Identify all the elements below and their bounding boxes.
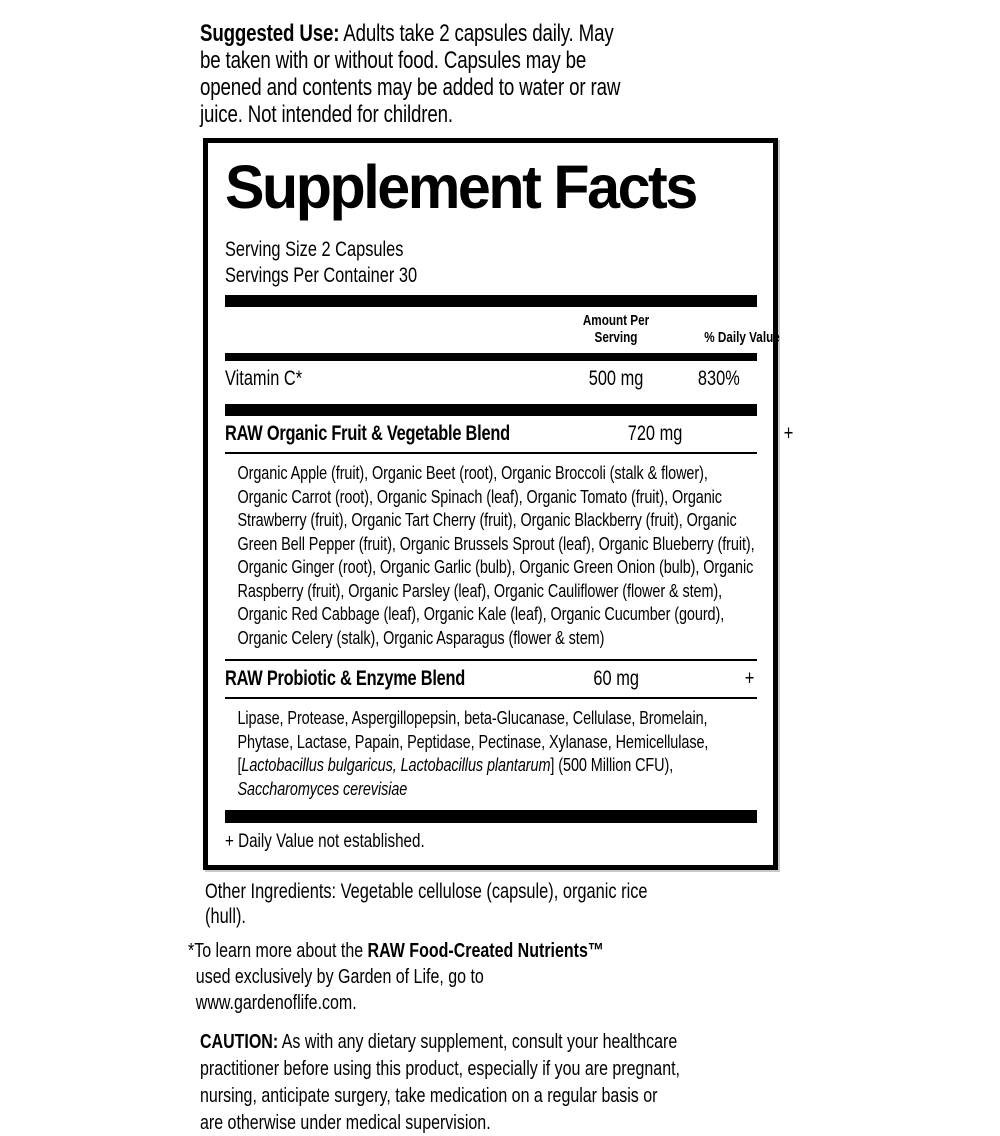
enzyme-list-cont: ] (500 Million CFU), [550,754,674,775]
blend-row-fruit-vegetable [225,416,794,454]
caution-statement [200,1028,684,1136]
serving-size: Serving Size 2 Capsules [225,238,404,261]
daily-value-footnote: + Daily Value not established. [225,830,425,852]
caution-text: As with any dietary supplement, consult your healthcare practitioner before using this product, especially if you are pregnant, nursing, anticipate surgery, take medication on a regular basis or are otherwise under medical supervision. [200,1030,680,1134]
panel-title: Supplement Facts [225,153,696,221]
fruit-vegetable-blend-daily-value: + [783,422,794,445]
divider-bar-bottom [225,810,757,823]
species-italic-2: Saccharomyces cerevisiae [237,777,408,799]
probiotic-enzyme-blend-amount: 60 mg [593,667,639,690]
supplement-facts-panel [203,138,794,870]
fruit-vegetable-blend-name: RAW Organic Fruit & Vegetable Blend [225,422,510,445]
other-ingredients: Other Ingredients: Vegetable cellulose (capsule), organic rice (hull). [205,880,648,928]
vitamin-c-daily-value: 830% [698,367,740,390]
fruit-vegetable-blend-amount: 720 mg [627,422,683,445]
amount-per-serving-header: Amount Per Serving [582,312,650,346]
caution-label: CAUTION: [200,1030,279,1053]
blend-row-probiotic-enzyme [225,661,757,699]
column-header-row [225,307,780,353]
servings-per-container: Servings Per Container 30 [225,264,418,287]
suggested-use-label: Suggested Use: [200,20,340,47]
probiotic-enzyme-blend-name: RAW Probiotic & Enzyme Blend [225,667,466,690]
probiotic-enzyme-blend-daily-value: + [744,667,754,690]
suggested-use [200,20,638,128]
divider-bar-header [225,353,757,361]
divider-bar-top [225,295,757,307]
probiotic-enzyme-blend-ingredients [225,699,757,810]
percent-daily-value-header: % Daily Value [704,329,780,346]
vitamin-c-amount: 500 mg [588,367,644,390]
fruit-vegetable-blend-ingredients: Organic Apple (fruit), Organic Beet (root), Organic Broccoli (stalk & flower), Organic Carrot (root), Organic Spinach (leaf), Organic Tomato (fruit), Organic Strawberry (fruit), Organic Tart Cherry (fruit), Organic Blackberry (fruit), Organic Green Bell Pepper (fruit), Organic Brussels Sprout (leaf), Organic Blueberry (fruit), Organic Ginger (root), Organic Garlic (bulb), Organic Green Onion (bulb), Organic Raspberry (fruit), Organic Parsley (leaf), Organic Cauliflower (flower & stem), Organic Red Cabbage (leaf), Organic Kale (leaf), Organic Cucumber (gourd), Organic Celery (stalk), Organic Asparagus (flower & stem) [237,462,755,648]
suggested-use-text: Adults take 2 capsules daily. May be taken with or without food. Capsules may be opened and contents may be added to water or raw juice. Not intended for children. [200,20,621,128]
divider-bar-mid [225,404,757,416]
vitamin-c-name: Vitamin C* [225,367,303,390]
enzyme-list: Lipase, Protease, Aspergillopepsin, beta-Glucanase, Cellulase, Bromelain, Phytase, Lactase, Papain, Peptidase, Pectinase, Xylanase, Hemicellulase, [ [237,707,709,775]
brand-name: RAW Food-Created Nutrients™ [367,939,604,962]
species-italic-1: Lactobacillus bulgaricus, Lactobacillus plantarum [241,754,551,775]
learn-more-pre: *To learn more about the [188,939,368,962]
serving-info [225,237,757,289]
learn-more-footnote [188,938,637,1016]
learn-more-post: used exclusively by Garden of Life, go to www.gardenoflife.com. [195,965,484,1014]
nutrient-row-vitamin-c [225,361,757,398]
